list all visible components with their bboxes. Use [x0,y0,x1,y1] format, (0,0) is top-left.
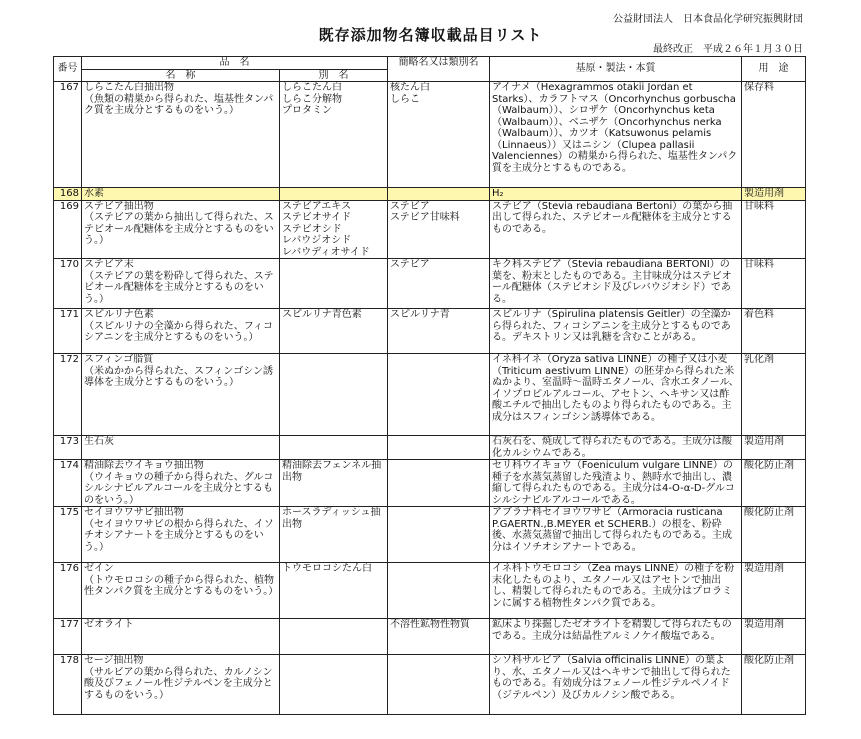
row-name: ゼイン （トウモロコシの種子から得られた、植物性タンパク質を主成分とするものをいう。） [82,563,280,619]
row-use: 製造用剤 [742,188,806,201]
row-alias [280,619,388,655]
row-name: ステビア抽出物 （ステビアの葉から抽出して得られた、ステビオール配糖体を主成分とするものをいう。） [82,200,280,259]
row-origin: ステビア（Stevia rebaudiana Bertoni）の葉から抽出して得られた、ステビオール配糖体を主成分とするものである。 [490,200,742,259]
row-name: ステビア末 （ステビアの葉を粉砕して得られた、ステビオール配糖体を主成分とするものをいう。） [82,259,280,309]
header-item-name [82,57,388,70]
organization-name: 公益財団法人 日本食品化学研究振興財団 [613,14,803,25]
row-name: スフィンゴ脂質 （米ぬかから得られた、スフィンゴシン誘導体を主成分とするものをいう。） [82,354,280,436]
row-number: 178 [54,655,82,715]
revision-date: 最終改正 平成２６年１月３０日 [653,44,803,55]
row-alias: トウモロコシたん白 [280,563,388,619]
page-title: 既存添加物名簿収載品目リスト [318,26,543,44]
row-number: 176 [54,563,82,619]
table-row [54,507,806,563]
row-short-name: ステビア [388,259,490,309]
header-item-name-label: 品 名 [219,57,250,68]
row-alias: ホースラディッシュ抽出物 [280,507,388,563]
row-name: セージ抽出物 （サルビアの葉から得られた、カルノシン酸及びフェノール性ジテルペンを主成分とするものをいう。） [82,655,280,715]
table-row [54,82,806,188]
row-alias: スピルリナ青色素 [280,309,388,354]
row-name: スピルリナ色素 （スピルリナの全藻から得られた、フィコシアニンを主成分とするものをいう。） [82,309,280,354]
table-row [54,200,806,259]
table-row [54,259,806,309]
row-origin: キク科ステビア（Stevia rebaudiana BERTONI）の葉を、粉末としたものである。主甘味成分はステビオール配糖体（ステビオシド及びレバウジオシド）である。 [490,259,742,309]
table-row [54,563,806,619]
row-use: 製造用剤 [742,619,806,655]
header-short-name: 簡略名又は類別名 [388,57,490,82]
row-short-name [388,507,490,563]
row-short-name [388,563,490,619]
header-origin: 基原・製法・本質 [490,57,742,82]
row-name: しらこたん白抽出物 （魚類の精巣から得られた、塩基性タンパク質を主成分とするものをいう。） [82,82,280,188]
row-number: 175 [54,507,82,563]
table-row [54,436,806,460]
row-short-name: 核たん白 しらこ [388,82,490,188]
row-number: 169 [54,200,82,259]
row-origin: 石灰石を、焼成して得られたものである。主成分は酸化カルシウムである。 [490,436,742,460]
row-origin: イネ科イネ（Oryza sativa LINNE）の種子又は小麦（Triticum aestivum LINNE）の胚芽から得られた米ぬかより、室温時～温時エタノール、含水エタノール、イソプロピルアルコール、アセトン、ヘキサン又は酢酸エチルで抽出したものより得られたものである。主成分はスフィンゴシン誘導体である。 [490,354,742,436]
row-short-name: スピルリナ青 [388,309,490,354]
table-header-row [54,57,806,70]
row-use: 酸化防止剤 [742,655,806,715]
row-alias [280,655,388,715]
header-name: 名 称 [82,69,280,82]
row-use: 甘味料 [742,200,806,259]
row-number: 174 [54,460,82,507]
row-short-name [388,436,490,460]
row-alias: ステビアエキス ステビオサイド ステビオシド レバウジオシド レバウディオサイド [280,200,388,259]
row-short-name: ステビア ステビア甘味料 [388,200,490,259]
table-row [54,309,806,354]
row-origin: H₂ [490,188,742,201]
row-name: 水素 [82,188,280,201]
header-alias: 別 名 [280,69,388,82]
table-row [54,655,806,715]
header-number: 番号 [54,57,82,82]
row-alias: 精油除去フェンネル抽出物 [280,460,388,507]
header-use: 用 途 [742,57,806,82]
row-use: 製造用剤 [742,436,806,460]
row-origin: イネ科トウモロコシ（Zea mays LINNE）の種子を粉末化したものより、エタノール又はアセトンで抽出し、精製して得られたものである。主成分はプロラミンに属する植物性タンパク質である。 [490,563,742,619]
row-origin: シソ科サルビア（Salvia officinalis LINNE）の葉より、水、エタノール又はヘキサンで抽出して得られたものである。有効成分はフェノール性ジテルペノイド（ジテルペン）及びカルノシン酸である。 [490,655,742,715]
row-use: 酸化防止剤 [742,460,806,507]
row-alias [280,188,388,201]
row-use: 着色料 [742,309,806,354]
row-origin: 鉱床より採掘したゼオライトを精製して得られたものである。主成分は結晶性アルミノケイ酸塩である。 [490,619,742,655]
row-use: 酸化防止剤 [742,507,806,563]
row-number: 172 [54,354,82,436]
row-name: 精油除去ウイキョウ抽出物 （ウイキョウの種子から得られた、グルコシルシナピルアルコールを主成分とするものをいう。） [82,460,280,507]
row-short-name [388,460,490,507]
table-body [54,82,806,715]
table-row [54,188,806,201]
row-number: 168 [54,188,82,201]
table-row [54,619,806,655]
row-short-name [388,188,490,201]
row-name: セイヨウワサビ抽出物 （セイヨウワサビの根から得られた、イソチオシアナートを主成分とするものをいう。） [82,507,280,563]
row-origin: アイナメ（Hexagrammos otakii Jordan et Starks）、カラフトマス（Oncorhynchus gorbuscha（Walbaum））、シロザケ（Oncorhynchus keta（Walbaum））、ベニザケ（Oncorhynchus nerka（Walbaum））、カツオ（Katsuwonus pelamis（Linnaeus））又はニシン（Clupea pallasii Valenciennes）の精巣から得られた、塩基性タンパク質を主成分とするものである。 [490,82,742,188]
row-number: 177 [54,619,82,655]
row-origin: セリ科ウイキョウ（Foeniculum vulgare LINNE）の種子を水蒸気蒸留した残渣より、熱時水で抽出し、濃縮して得られたものである。主成分は4-O-α-D-グルコシルシナピルアルコールである。 [490,460,742,507]
row-name: 生石灰 [82,436,280,460]
row-number: 173 [54,436,82,460]
row-number: 171 [54,309,82,354]
row-number: 170 [54,259,82,309]
row-short-name [388,354,490,436]
row-use: 甘味料 [742,259,806,309]
row-short-name: 不溶性鉱物性物質 [388,619,490,655]
row-use: 保存料 [742,82,806,188]
additive-table [53,56,806,715]
row-name: ゼオライト [82,619,280,655]
row-alias [280,436,388,460]
row-use: 製造用剤 [742,563,806,619]
row-short-name [388,655,490,715]
row-origin: アブラナ科セイヨウワサビ（Armoracia rusticana P.GAERTN.,B.MEYER et SCHERB.）の根を、粉砕後、水蒸気蒸留で抽出して得られたものである。主成分はイソチオシアナートである。 [490,507,742,563]
row-use: 乳化剤 [742,354,806,436]
row-number: 167 [54,82,82,188]
row-alias [280,259,388,309]
table-row [54,460,806,507]
row-alias [280,354,388,436]
table-row [54,354,806,436]
row-alias: しらこたん白 しらこ分解物 プロタミン [280,82,388,188]
row-origin: スピルリナ（Spirulina platensis Geitler）の全藻から得られた、フィコシアニンを主成分とするものである。デキストリン又は乳糖を含むことがある。 [490,309,742,354]
